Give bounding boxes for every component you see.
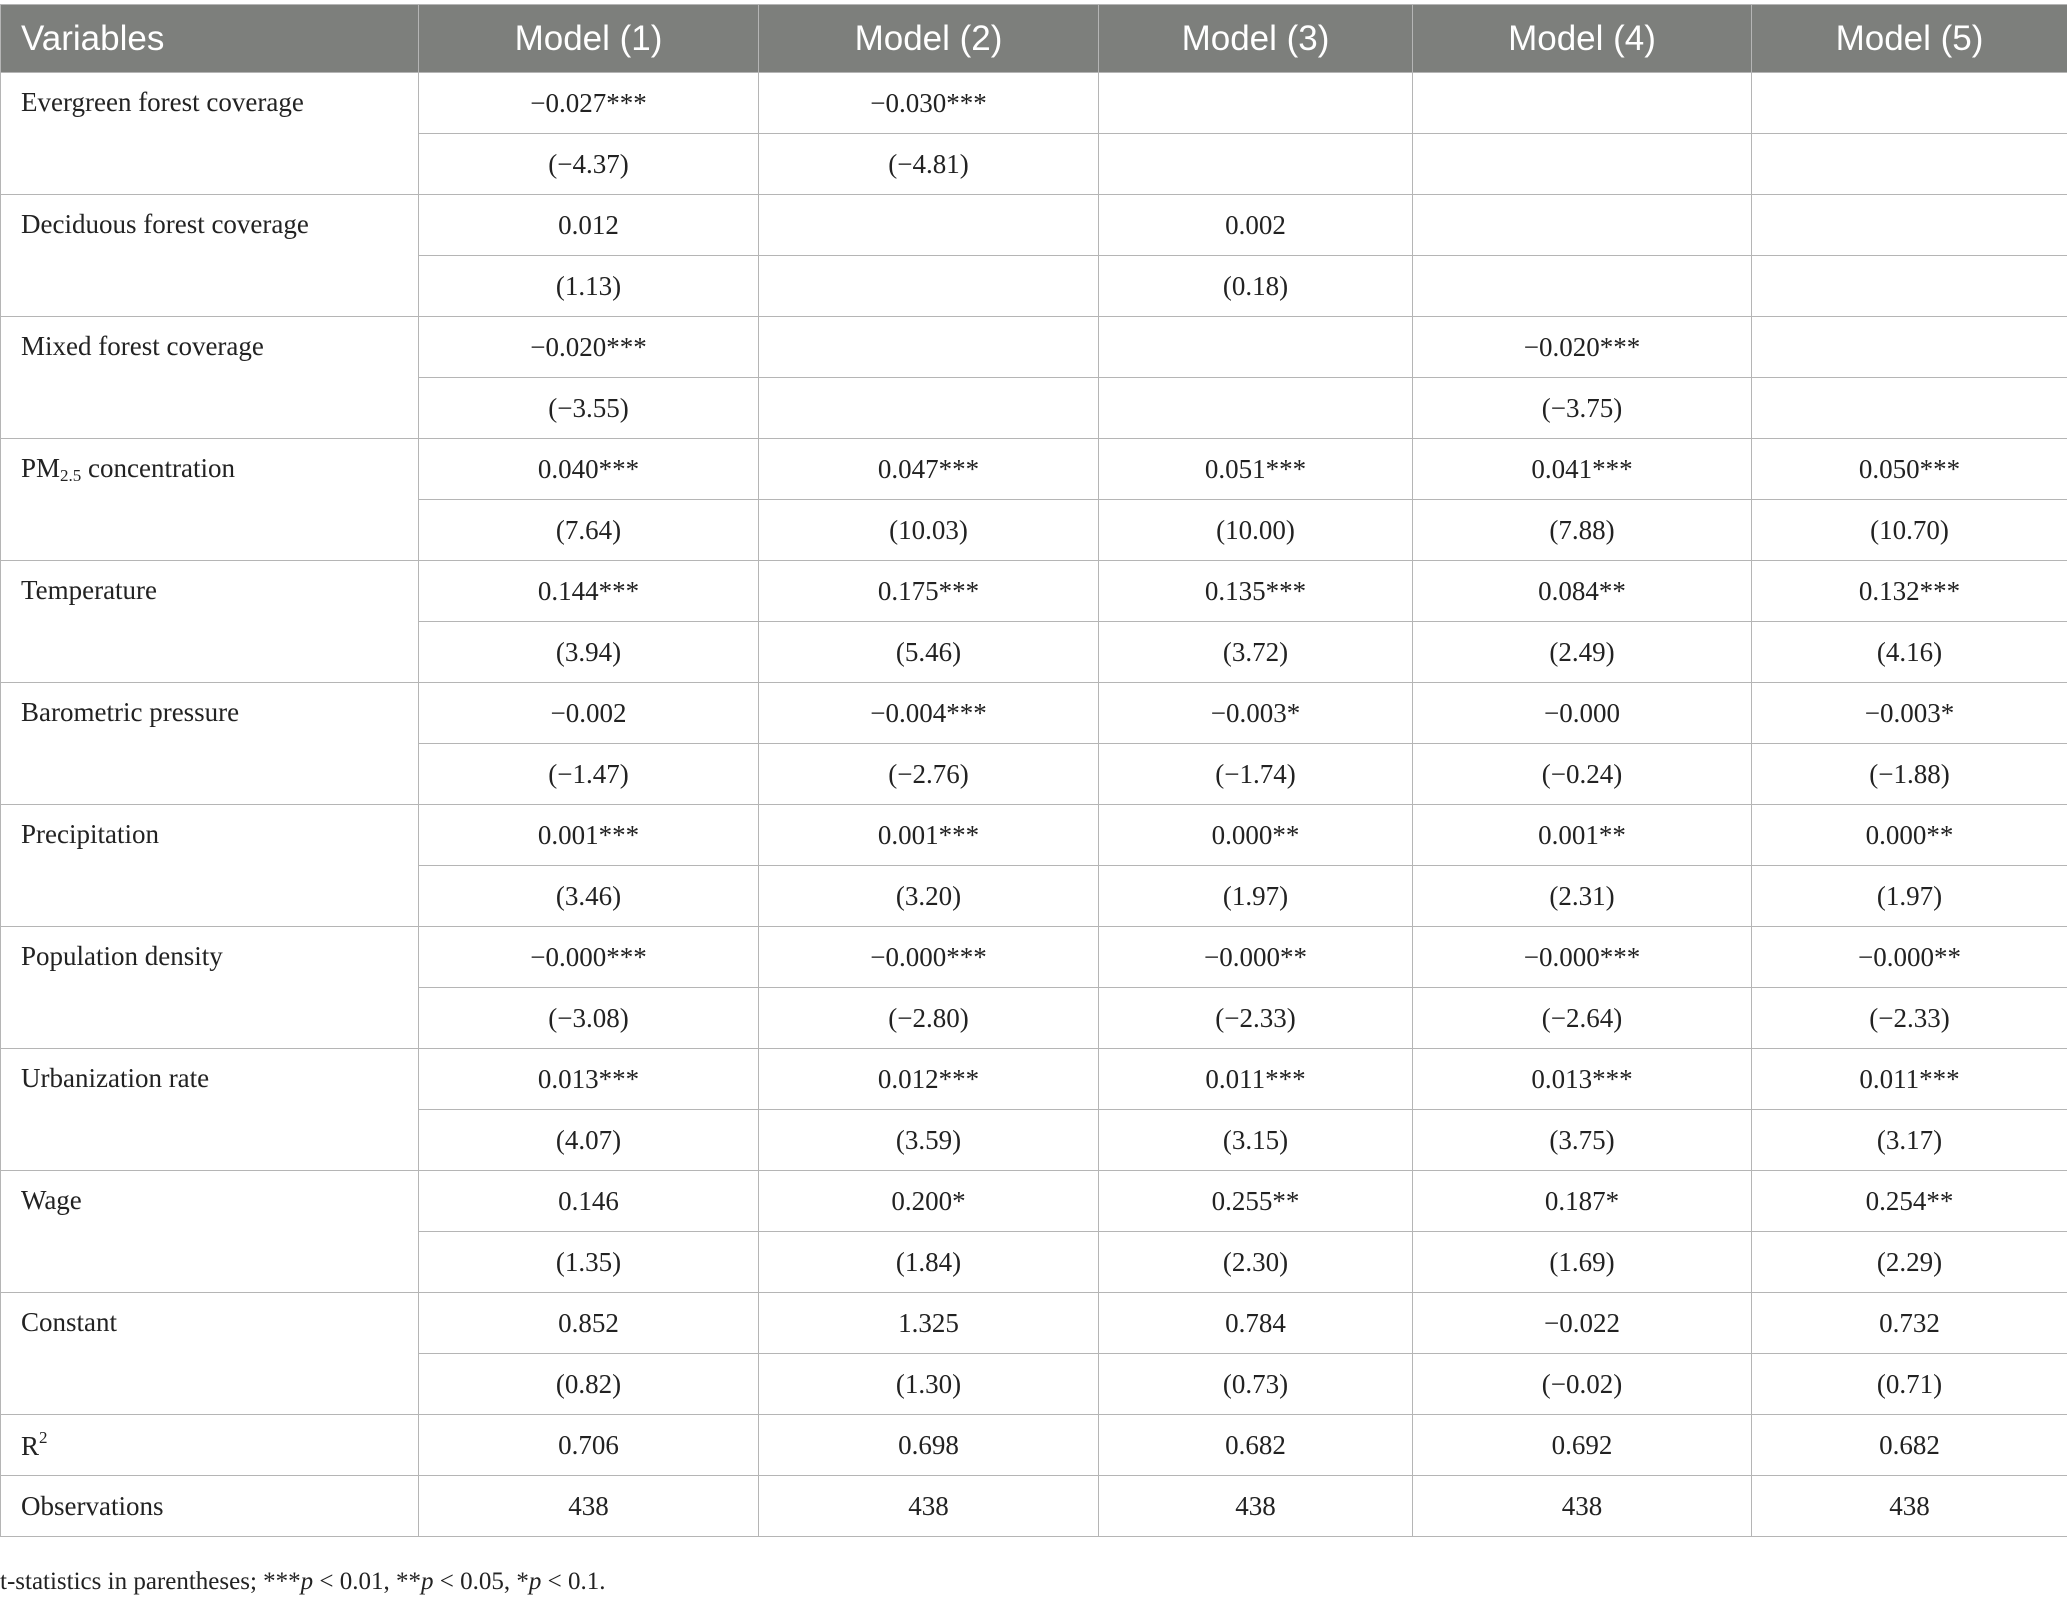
coef-cell: 0.732 (1752, 1293, 2067, 1354)
footnote-p: p (300, 1568, 314, 1595)
observations-row (1, 1476, 2067, 1537)
footnote-p: p (421, 1568, 434, 1595)
table-row (1, 317, 2067, 378)
coef-cell (1752, 195, 2067, 256)
header-model-5: Model (5) (1752, 5, 2067, 73)
coef-cell: −0.000 (1413, 683, 1752, 744)
tstat-cell: (5.46) (759, 622, 1099, 683)
r2-label-base: R (21, 1431, 40, 1461)
coef-cell: 0.013*** (1413, 1049, 1752, 1110)
variable-name: Urbanization rate (1, 1049, 419, 1171)
tstat-cell: (7.64) (419, 500, 759, 561)
r2-cell: 0.682 (1099, 1415, 1413, 1476)
tstat-cell: (7.88) (1413, 500, 1752, 561)
observations-cell: 438 (759, 1476, 1099, 1537)
coef-cell: 0.175*** (759, 561, 1099, 622)
tstat-cell: (1.13) (419, 256, 759, 317)
tstat-cell: (1.97) (1099, 866, 1413, 927)
tstat-cell: (3.17) (1752, 1110, 2067, 1171)
coef-cell (759, 195, 1099, 256)
variable-name: Mixed forest coverage (1, 317, 419, 439)
tstat-cell: (2.31) (1413, 866, 1752, 927)
tstat-cell: (−0.24) (1413, 744, 1752, 805)
header-model-2: Model (2) (759, 5, 1099, 73)
coef-cell: 0.254** (1752, 1171, 2067, 1232)
r2-cell: 0.692 (1413, 1415, 1752, 1476)
superscript: 2 (39, 1428, 48, 1447)
tstat-cell: (−3.75) (1413, 378, 1752, 439)
coef-cell: 0.146 (419, 1171, 759, 1232)
tstat-cell: (0.73) (1099, 1354, 1413, 1415)
coef-cell (1413, 73, 1752, 134)
tstat-cell: (3.46) (419, 866, 759, 927)
coef-cell: 0.012 (419, 195, 759, 256)
coef-cell (1099, 73, 1413, 134)
tstat-cell: (2.29) (1752, 1232, 2067, 1293)
coef-cell: 0.041*** (1413, 439, 1752, 500)
header-model-4: Model (4) (1413, 5, 1752, 73)
coef-cell: 0.001** (1413, 805, 1752, 866)
tstat-cell: (1.97) (1752, 866, 2067, 927)
coef-cell: −0.027*** (419, 73, 759, 134)
footnote-stars: * (516, 1568, 529, 1595)
table-row (1, 927, 2067, 988)
variable-name: Wage (1, 1171, 419, 1293)
coef-cell: 0.011*** (1752, 1049, 2067, 1110)
tstat-cell: (0.18) (1099, 256, 1413, 317)
r2-label (1, 1415, 419, 1476)
tstat-cell (1413, 256, 1752, 317)
header-variables: Variables (1, 5, 419, 73)
tstat-cell: (3.72) (1099, 622, 1413, 683)
variable-name: Temperature (1, 561, 419, 683)
coef-cell: −0.003* (1752, 683, 2067, 744)
tstat-cell (759, 378, 1099, 439)
table-row (1, 1171, 2067, 1232)
tstat-cell: (−1.47) (419, 744, 759, 805)
tstat-cell: (−2.33) (1099, 988, 1413, 1049)
tstat-cell (1752, 378, 2067, 439)
coef-cell: 0.000** (1752, 805, 2067, 866)
tstat-cell: (−1.74) (1099, 744, 1413, 805)
variable-name: Evergreen forest coverage (1, 73, 419, 195)
variable-name (1, 439, 419, 561)
table-row (1, 683, 2067, 744)
tstat-cell (1413, 134, 1752, 195)
tstat-cell (1099, 134, 1413, 195)
coef-cell: 0.200* (759, 1171, 1099, 1232)
coef-cell: 0.047*** (759, 439, 1099, 500)
tstat-cell (1752, 134, 2067, 195)
footnote-lead: t-statistics in parentheses; (0, 1568, 264, 1595)
table-row (1, 561, 2067, 622)
coef-cell: 0.187* (1413, 1171, 1752, 1232)
tstat-cell: (1.84) (759, 1232, 1099, 1293)
coef-cell: −0.000** (1752, 927, 2067, 988)
table-row (1, 1049, 2067, 1110)
r2-row (1, 1415, 2067, 1476)
table-row (1, 73, 2067, 134)
coef-cell (1752, 317, 2067, 378)
coef-cell: 0.040*** (419, 439, 759, 500)
coef-cell: 0.000** (1099, 805, 1413, 866)
tstat-cell: (2.30) (1099, 1232, 1413, 1293)
coef-cell: 0.001*** (419, 805, 759, 866)
footnote-threshold: < 0.1. (541, 1568, 606, 1595)
coef-cell: 0.144*** (419, 561, 759, 622)
observations-cell: 438 (1413, 1476, 1752, 1537)
coef-cell: −0.020*** (419, 317, 759, 378)
tstat-cell: (−4.81) (759, 134, 1099, 195)
observations-cell: 438 (1752, 1476, 2067, 1537)
tstat-cell: (1.35) (419, 1232, 759, 1293)
tstat-cell (1752, 256, 2067, 317)
tstat-cell: (−4.37) (419, 134, 759, 195)
variable-name: Constant (1, 1293, 419, 1415)
coef-cell (1413, 195, 1752, 256)
header-model-1: Model (1) (419, 5, 759, 73)
coef-cell: 0.013*** (419, 1049, 759, 1110)
coef-cell: 0.012*** (759, 1049, 1099, 1110)
footnote-threshold: < 0.05, (433, 1568, 517, 1595)
footnote-threshold: < 0.01, (313, 1568, 396, 1595)
coef-cell: −0.004*** (759, 683, 1099, 744)
coef-cell: −0.022 (1413, 1293, 1752, 1354)
coef-cell: 0.852 (419, 1293, 759, 1354)
coef-cell: 0.255** (1099, 1171, 1413, 1232)
coef-cell (1099, 317, 1413, 378)
coef-cell: 0.784 (1099, 1293, 1413, 1354)
observations-cell: 438 (419, 1476, 759, 1537)
coef-cell: −0.002 (419, 683, 759, 744)
tstat-cell: (−2.64) (1413, 988, 1752, 1049)
coef-cell: −0.000*** (759, 927, 1099, 988)
coef-cell: −0.030*** (759, 73, 1099, 134)
coef-cell: 0.135*** (1099, 561, 1413, 622)
tstat-cell: (−0.02) (1413, 1354, 1752, 1415)
coef-cell: 0.011*** (1099, 1049, 1413, 1110)
coef-cell: −0.000** (1099, 927, 1413, 988)
footnote-p: p (528, 1568, 542, 1595)
tstat-cell: (2.49) (1413, 622, 1752, 683)
tstat-cell: (1.30) (759, 1354, 1099, 1415)
coef-cell: 0.002 (1099, 195, 1413, 256)
tstat-cell: (−1.88) (1752, 744, 2067, 805)
tstat-cell: (10.70) (1752, 500, 2067, 561)
tstat-cell: (3.75) (1413, 1110, 1752, 1171)
variable-name-rest: concentration (81, 453, 235, 483)
tstat-cell: (−2.80) (759, 988, 1099, 1049)
coef-cell: −0.003* (1099, 683, 1413, 744)
header-row (1, 5, 2067, 73)
tstat-cell: (4.16) (1752, 622, 2067, 683)
footnote-stars: ** (396, 1568, 421, 1595)
tstat-cell: (10.03) (759, 500, 1099, 561)
tstat-cell (759, 256, 1099, 317)
r2-cell: 0.682 (1752, 1415, 2067, 1476)
coef-cell: 0.050*** (1752, 439, 2067, 500)
tstat-cell: (1.69) (1413, 1232, 1752, 1293)
tstat-cell: (3.20) (759, 866, 1099, 927)
tstat-cell: (3.59) (759, 1110, 1099, 1171)
tstat-cell: (4.07) (419, 1110, 759, 1171)
r2-cell: 0.706 (419, 1415, 759, 1476)
observations-label: Observations (1, 1476, 419, 1537)
coef-cell (1752, 73, 2067, 134)
tstat-cell: (−2.76) (759, 744, 1099, 805)
tstat-cell: (3.94) (419, 622, 759, 683)
coef-cell: 1.325 (759, 1293, 1099, 1354)
tstat-cell: (0.71) (1752, 1354, 2067, 1415)
footnote-stars: *** (263, 1568, 301, 1595)
variable-name-base: PM (21, 453, 61, 483)
table-row (1, 439, 2067, 500)
table-row (1, 805, 2067, 866)
regression-table (0, 4, 2067, 1537)
coef-cell: −0.000*** (419, 927, 759, 988)
coef-cell: −0.000*** (1413, 927, 1752, 988)
table-row (1, 1293, 2067, 1354)
subscript: 2.5 (60, 466, 82, 485)
coef-cell: 0.001*** (759, 805, 1099, 866)
observations-cell: 438 (1099, 1476, 1413, 1537)
tstat-cell: (3.15) (1099, 1110, 1413, 1171)
tstat-cell: (−3.55) (419, 378, 759, 439)
header-model-3: Model (3) (1099, 5, 1413, 73)
variable-name: Population density (1, 927, 419, 1049)
r2-cell: 0.698 (759, 1415, 1099, 1476)
tstat-cell (1099, 378, 1413, 439)
tstat-cell: (−3.08) (419, 988, 759, 1049)
coef-cell: −0.020*** (1413, 317, 1752, 378)
tstat-cell: (−2.33) (1752, 988, 2067, 1049)
coef-cell (759, 317, 1099, 378)
tstat-cell: (0.82) (419, 1354, 759, 1415)
table-row (1, 195, 2067, 256)
variable-name: Precipitation (1, 805, 419, 927)
coef-cell: 0.084** (1413, 561, 1752, 622)
coef-cell: 0.051*** (1099, 439, 1413, 500)
table-footnote (0, 1568, 605, 1596)
variable-name: Barometric pressure (1, 683, 419, 805)
coef-cell: 0.132*** (1752, 561, 2067, 622)
tstat-cell: (10.00) (1099, 500, 1413, 561)
variable-name: Deciduous forest coverage (1, 195, 419, 317)
